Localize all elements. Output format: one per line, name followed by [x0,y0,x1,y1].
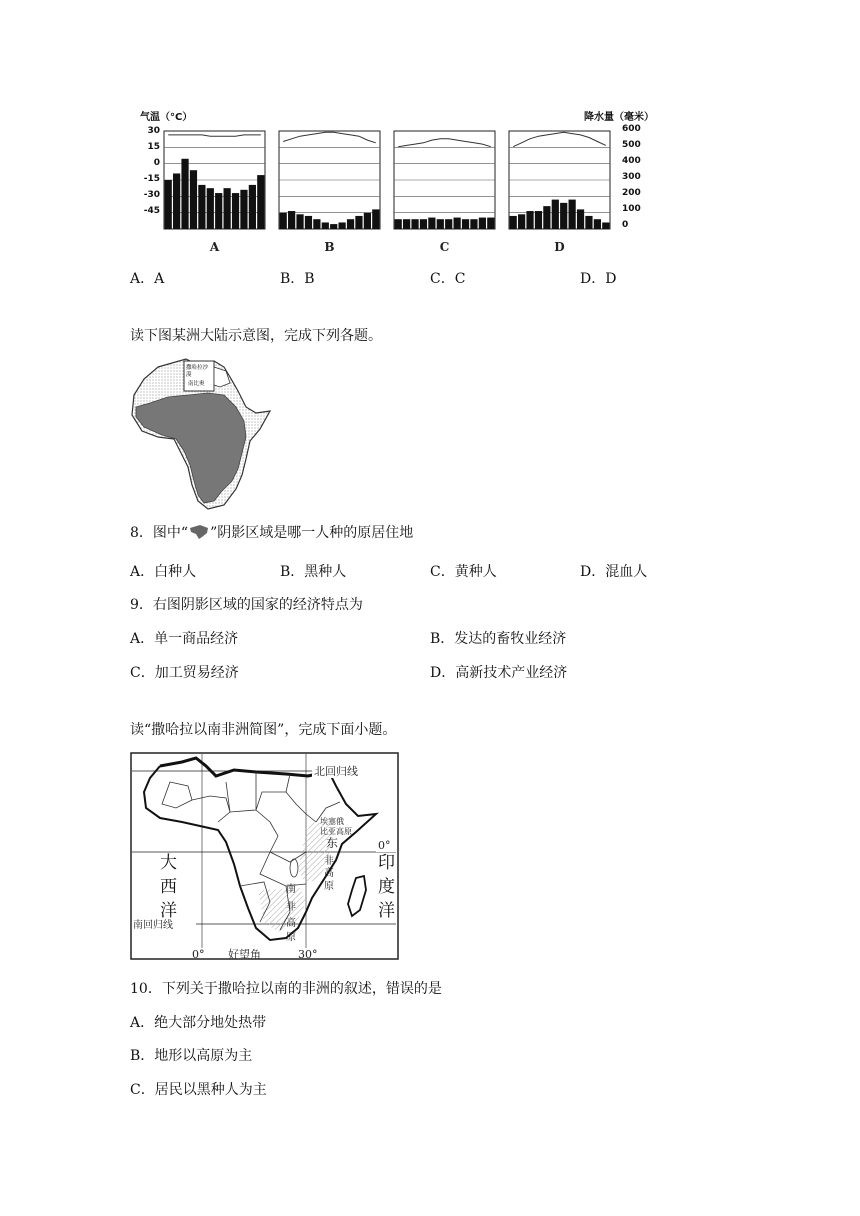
precipitation-bar [518,214,525,229]
precipitation-bar [594,219,601,229]
tick-label: 500 [622,140,641,150]
option-c[interactable]: C．加工贸易经济 [130,665,239,681]
precipitation-bar [602,222,609,229]
precipitation-bar [420,219,427,229]
precipitation-bar [355,216,362,229]
south-africa-plateau-label: 非 [286,902,296,913]
shaded-area-icon [188,524,210,540]
east-africa-plateau-label: 东 [326,836,339,850]
chart-label: B [324,240,335,254]
precipitation-bar [437,219,444,229]
chart-label: A [209,240,220,254]
option-c[interactable]: C．黄种人 [430,564,497,580]
temperature-axis-title: 气温（°C） [140,112,193,123]
option-b[interactable]: B．黑种人 [280,564,347,580]
chart-label: C [439,240,450,254]
question-8-suffix: ”阴影区域是哪一人种的原居住地 [210,525,414,541]
option-c[interactable]: C．C [430,271,466,287]
question-10-stem: 10．下列关于撒哈拉以南的非洲的叙述，错误的是 [130,981,442,997]
precipitation-bar [487,218,494,229]
map-label: 撒哈拉沙 [186,365,209,371]
tropic-of-cancer-label: 北回归线 [314,765,358,778]
precipitation-bar [372,209,379,229]
precipitation-bar [330,224,337,229]
precipitation-bar [305,216,312,229]
tick-label: 400 [622,156,641,166]
precipitation-axis-title: 降水量（毫米） [584,112,654,123]
precipitation-bar [181,159,188,229]
precipitation-bar [198,185,205,229]
indian-ocean-label: 印 [378,853,395,873]
precipitation-bar [190,170,197,229]
precipitation-bar [526,211,533,229]
option-d[interactable]: D．D [580,271,617,287]
reading-prompt: 读“撒哈拉以南非洲简图”，完成下面小题。 [130,722,397,738]
precipitation-bar [364,213,371,229]
precipitation-bar [428,218,435,229]
precipitation-bar [215,193,222,229]
precipitation-bar [569,200,576,229]
reading-prompt: 读下图某洲大陆示意图，完成下列各题。 [130,328,382,344]
precipitation-bar [510,216,517,229]
precipitation-bar [165,180,172,229]
precipitation-bar [552,200,559,229]
question-8-prefix: 8．图中“ [130,525,189,541]
question-8-stem [130,524,413,542]
precipitation-bar [288,211,295,229]
precipitation-bar [313,219,320,229]
climate-charts [0,0,860,270]
option-d[interactable]: D．高新技术产业经济 [430,665,568,681]
precipitation-bar [577,209,584,229]
chart-label: D [554,240,565,254]
option-b[interactable]: B．地形以高原为主 [130,1048,253,1064]
option-d[interactable]: D．混血人 [580,564,648,580]
longitude-30-label: 30° [298,948,318,961]
precipitation-bar [445,219,452,229]
tick-label: 300 [622,172,641,182]
tick-label: -45 [143,206,160,216]
precipitation-bar [249,185,256,229]
precipitation-bar [535,211,542,229]
tropic-of-capricorn-label: 南回归线 [133,920,173,931]
option-a[interactable]: A．A [130,271,165,287]
ethiopian-highlands-label: 埃塞俄 [320,817,344,826]
atlantic-label: 大 [160,853,177,873]
atlantic-label: 西 [160,877,177,897]
option-b[interactable]: B．发达的畜牧业经济 [430,631,567,647]
tick-label: 100 [622,204,641,214]
option-b[interactable]: B．B [280,271,315,287]
tick-label: 30 [147,126,160,136]
longitude-0-label: 0° [192,948,205,961]
cape-of-good-hope-label: 好望角 [228,948,261,961]
precipitation-bar [322,222,329,229]
precipitation-bar [411,219,418,229]
east-africa-plateau-label: 非 [324,856,334,867]
precipitation-bar [339,222,346,229]
east-africa-plateau-label: 原 [324,881,334,892]
precipitation-bar [560,203,567,229]
tick-label: -15 [143,174,160,184]
tick-label: -30 [143,190,160,200]
option-a[interactable]: A．白种人 [130,564,197,580]
precipitation-bar [224,188,231,229]
africa-shaded-map [128,355,276,513]
precipitation-bar [173,173,180,229]
ethiopian-highlands-label: 比亚高原 [320,827,352,836]
option-a[interactable]: A．绝大部分地处热带 [130,1015,267,1031]
tick-label: 15 [147,142,160,152]
option-a[interactable]: A．单一商品经济 [130,631,239,647]
precipitation-bar [257,175,264,229]
precipitation-bar [296,214,303,229]
atlantic-label: 洋 [160,901,177,921]
south-africa-plateau-label: 高 [286,918,296,929]
precipitation-bar [470,219,477,229]
precipitation-bar [240,190,247,229]
indian-ocean-label: 洋 [378,901,395,921]
option-c[interactable]: C．居民以黑种人为主 [130,1082,267,1098]
east-africa-plateau-label: 高 [324,868,334,879]
precipitation-bar [403,219,410,229]
tick-label: 200 [622,188,641,198]
precipitation-bar [454,218,461,229]
precipitation-bar [395,219,402,229]
south-africa-plateau-label: 南 [286,884,296,895]
sub-saharan-africa-map [130,752,402,962]
tick-label: 0 [622,220,629,230]
tick-label: 0 [153,158,160,168]
tick-label: 600 [622,124,641,134]
precipitation-bar [585,216,592,229]
precipitation-bar [207,188,214,229]
precipitation-bar [347,219,354,229]
precipitation-bar [280,213,287,229]
question-9-stem: 9．右图阴影区域的国家的经济特点为 [130,597,363,613]
precipitation-bar [462,219,469,229]
indian-ocean-label: 度 [378,877,395,897]
map-label: 南比奥 [188,381,205,387]
south-africa-plateau-label: 原 [286,932,296,943]
precipitation-bar [543,206,550,229]
map-label: 漠 [186,372,192,378]
precipitation-bar [232,193,239,229]
equator-label: 0° [378,839,391,852]
precipitation-bar [479,218,486,229]
